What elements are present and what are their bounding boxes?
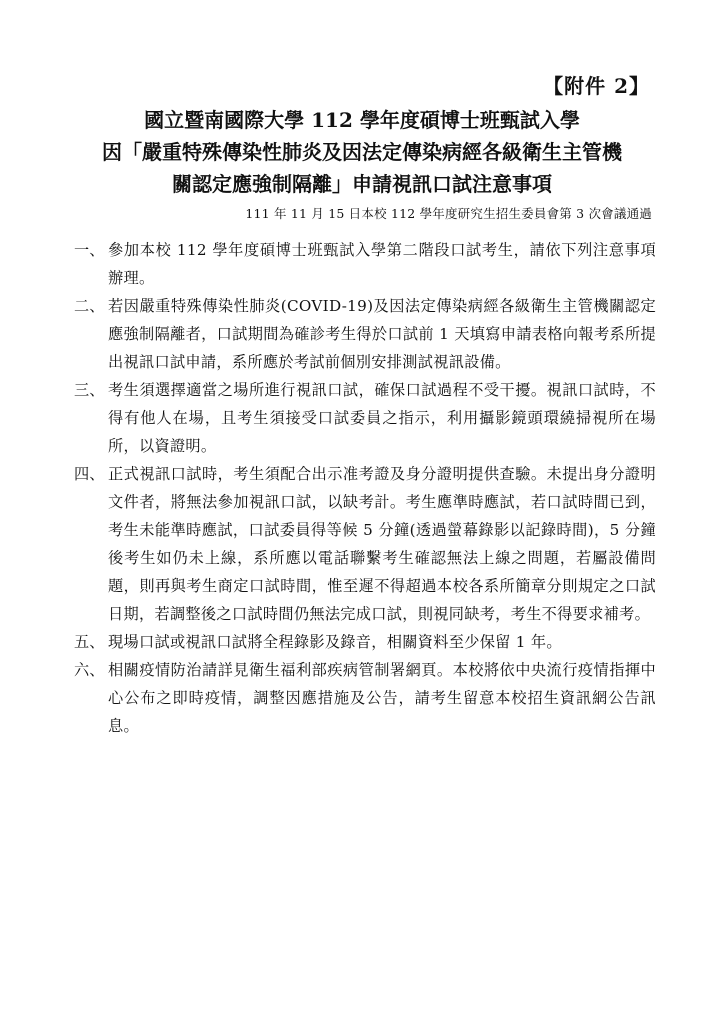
title-line-3: 關認定應強制隔離」申請視訊口試注意事項: [172, 172, 552, 196]
item-text: 參加本校 112 學年度碩博士班甄試入學第二階段口試考生，請依下列注意事項辦理。: [108, 241, 656, 287]
item-text: 若因嚴重特殊傳染性肺炎(COVID-19)及因法定傳染病經各級衛生主管機關認定應強制隔離者，口試期間為確診考生得於口試前 1 天填寫申請表格向報考系所提出視訊口試申請，系所應於考試前個別安排測試視訊設備。: [108, 297, 656, 371]
notice-item-6: [74, 656, 656, 740]
notice-item-5: [74, 628, 656, 656]
attachment-label: 【附件 2】: [543, 74, 650, 98]
notice-item-3: [74, 376, 656, 460]
notice-item-4: [74, 460, 656, 628]
item-number: 一、: [74, 241, 105, 259]
item-text: 相關疫情防治請詳見衛生福利部疾病管制署網頁。本校將依中央流行疫情指揮中心公布之即時疫情，調整因應措施及公告，請考生留意本校招生資訊網公告訊息。: [108, 661, 656, 735]
item-text: 現場口試或視訊口試將全程錄影及錄音，相關資料至少保留 1 年。: [108, 633, 562, 651]
item-number: 四、: [74, 465, 105, 483]
item-number: 五、: [74, 633, 105, 651]
item-number: 三、: [74, 381, 105, 399]
notice-item-2: [74, 292, 656, 376]
item-text: 考生須選擇適當之場所進行視訊口試，確保口試過程不受干擾。視訊口試時，不得有他人在場，且考生須接受口試委員之指示，利用攝影鏡頭環繞掃視所在場所，以資證明。: [108, 381, 656, 455]
title-line-1: 國立暨南國際大學 112 學年度碩博士班甄試入學: [144, 108, 580, 132]
item-number: 二、: [74, 297, 105, 315]
notice-item-1: [74, 236, 656, 292]
item-text: 正式視訊口試時，考生須配合出示准考證及身分證明提供查驗。未提出身分證明文件者，將無法參加視訊口試，以缺考計。考生應準時應試，若口試時間已到，考生未能準時應試，口試委員得等候 5 分鐘(透過螢幕錄影以記錄時間)，5 分鐘後考生如仍未上線，系所應以電話聯繫考生確認無法上線之問題，若屬設備問題，則再與考生商定口試時間，惟至遲不得超過本校各系所簡章分則規定之口試日期，若調整後之口試時間仍無法完成口試，則視同缺考，考生不得要求補考。: [108, 465, 656, 623]
title-line-2: 因「嚴重特殊傳染性肺炎及因法定傳染病經各級衛生主管機: [102, 140, 622, 164]
item-number: 六、: [74, 661, 105, 679]
approval-note: 111 年 11 月 15 日本校 112 學年度研究生招生委員會第 3 次會議通過: [245, 206, 652, 221]
notice-items: [74, 236, 656, 740]
document-title: [60, 104, 664, 200]
